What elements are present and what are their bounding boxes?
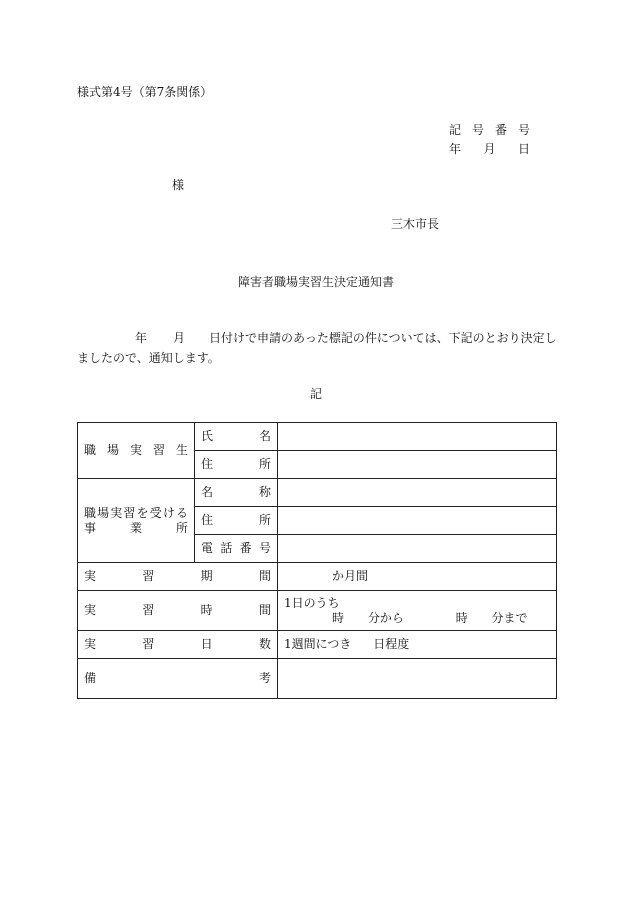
document-date-label: 年 月 日 [449,142,530,156]
table-row [78,563,557,591]
trainee-address-value[interactable] [278,451,557,479]
ki-heading: 記 [310,387,323,401]
days-value[interactable]: 1週間につき 日程度 [278,631,557,659]
document-number-label: 記 号 番 号 [449,123,530,137]
time-value[interactable]: 1日のうち 時 分から 時 分まで [278,591,557,631]
issuer: 三木市長 [391,217,440,231]
business-phone-value[interactable] [278,535,557,563]
days-label-cell: 実 習 日 数 [78,631,278,659]
table-row [78,659,557,699]
period-value[interactable]: か月間 [278,563,557,591]
business-name-label-cell: 名 称 [195,479,278,507]
addressee-suffix: 様 [172,178,185,192]
table-row [78,479,557,507]
business-name-value[interactable] [278,479,557,507]
remarks-value[interactable] [278,659,557,699]
time-label-cell: 実 習 時 間 [78,591,278,631]
trainee-address-label-cell: 住 所 [195,451,278,479]
business-label-cell: 職 場 実 習 を 受 け る 事 業 所 [78,479,195,563]
table-row [78,591,557,631]
trainee-name-value[interactable] [278,423,557,451]
form-label: 様式第4号（第7条関係） [77,85,213,99]
body-text-line2: ましたので、通知します。 [77,351,220,365]
trainee-name-label-cell: 氏 名 [195,423,278,451]
business-phone-label-cell: 電 話 番 号 [195,535,278,563]
period-label-cell: 実 習 期 間 [78,563,278,591]
table-row [78,423,557,451]
body-month: 月 [173,331,186,345]
business-address-label-cell: 住 所 [195,507,278,535]
remarks-label-cell: 備 考 [78,659,278,699]
business-address-value[interactable] [278,507,557,535]
decision-table [77,422,557,699]
body-year: 年 [135,331,148,345]
body-text-line1: 日付けで申請のあった標記の件については、下記のとおり決定し [209,331,557,345]
document-title: 障害者職場実習生決定通知書 [238,275,395,289]
table-row [78,631,557,659]
trainee-label-cell: 職 場 実 習 生 [78,423,195,479]
